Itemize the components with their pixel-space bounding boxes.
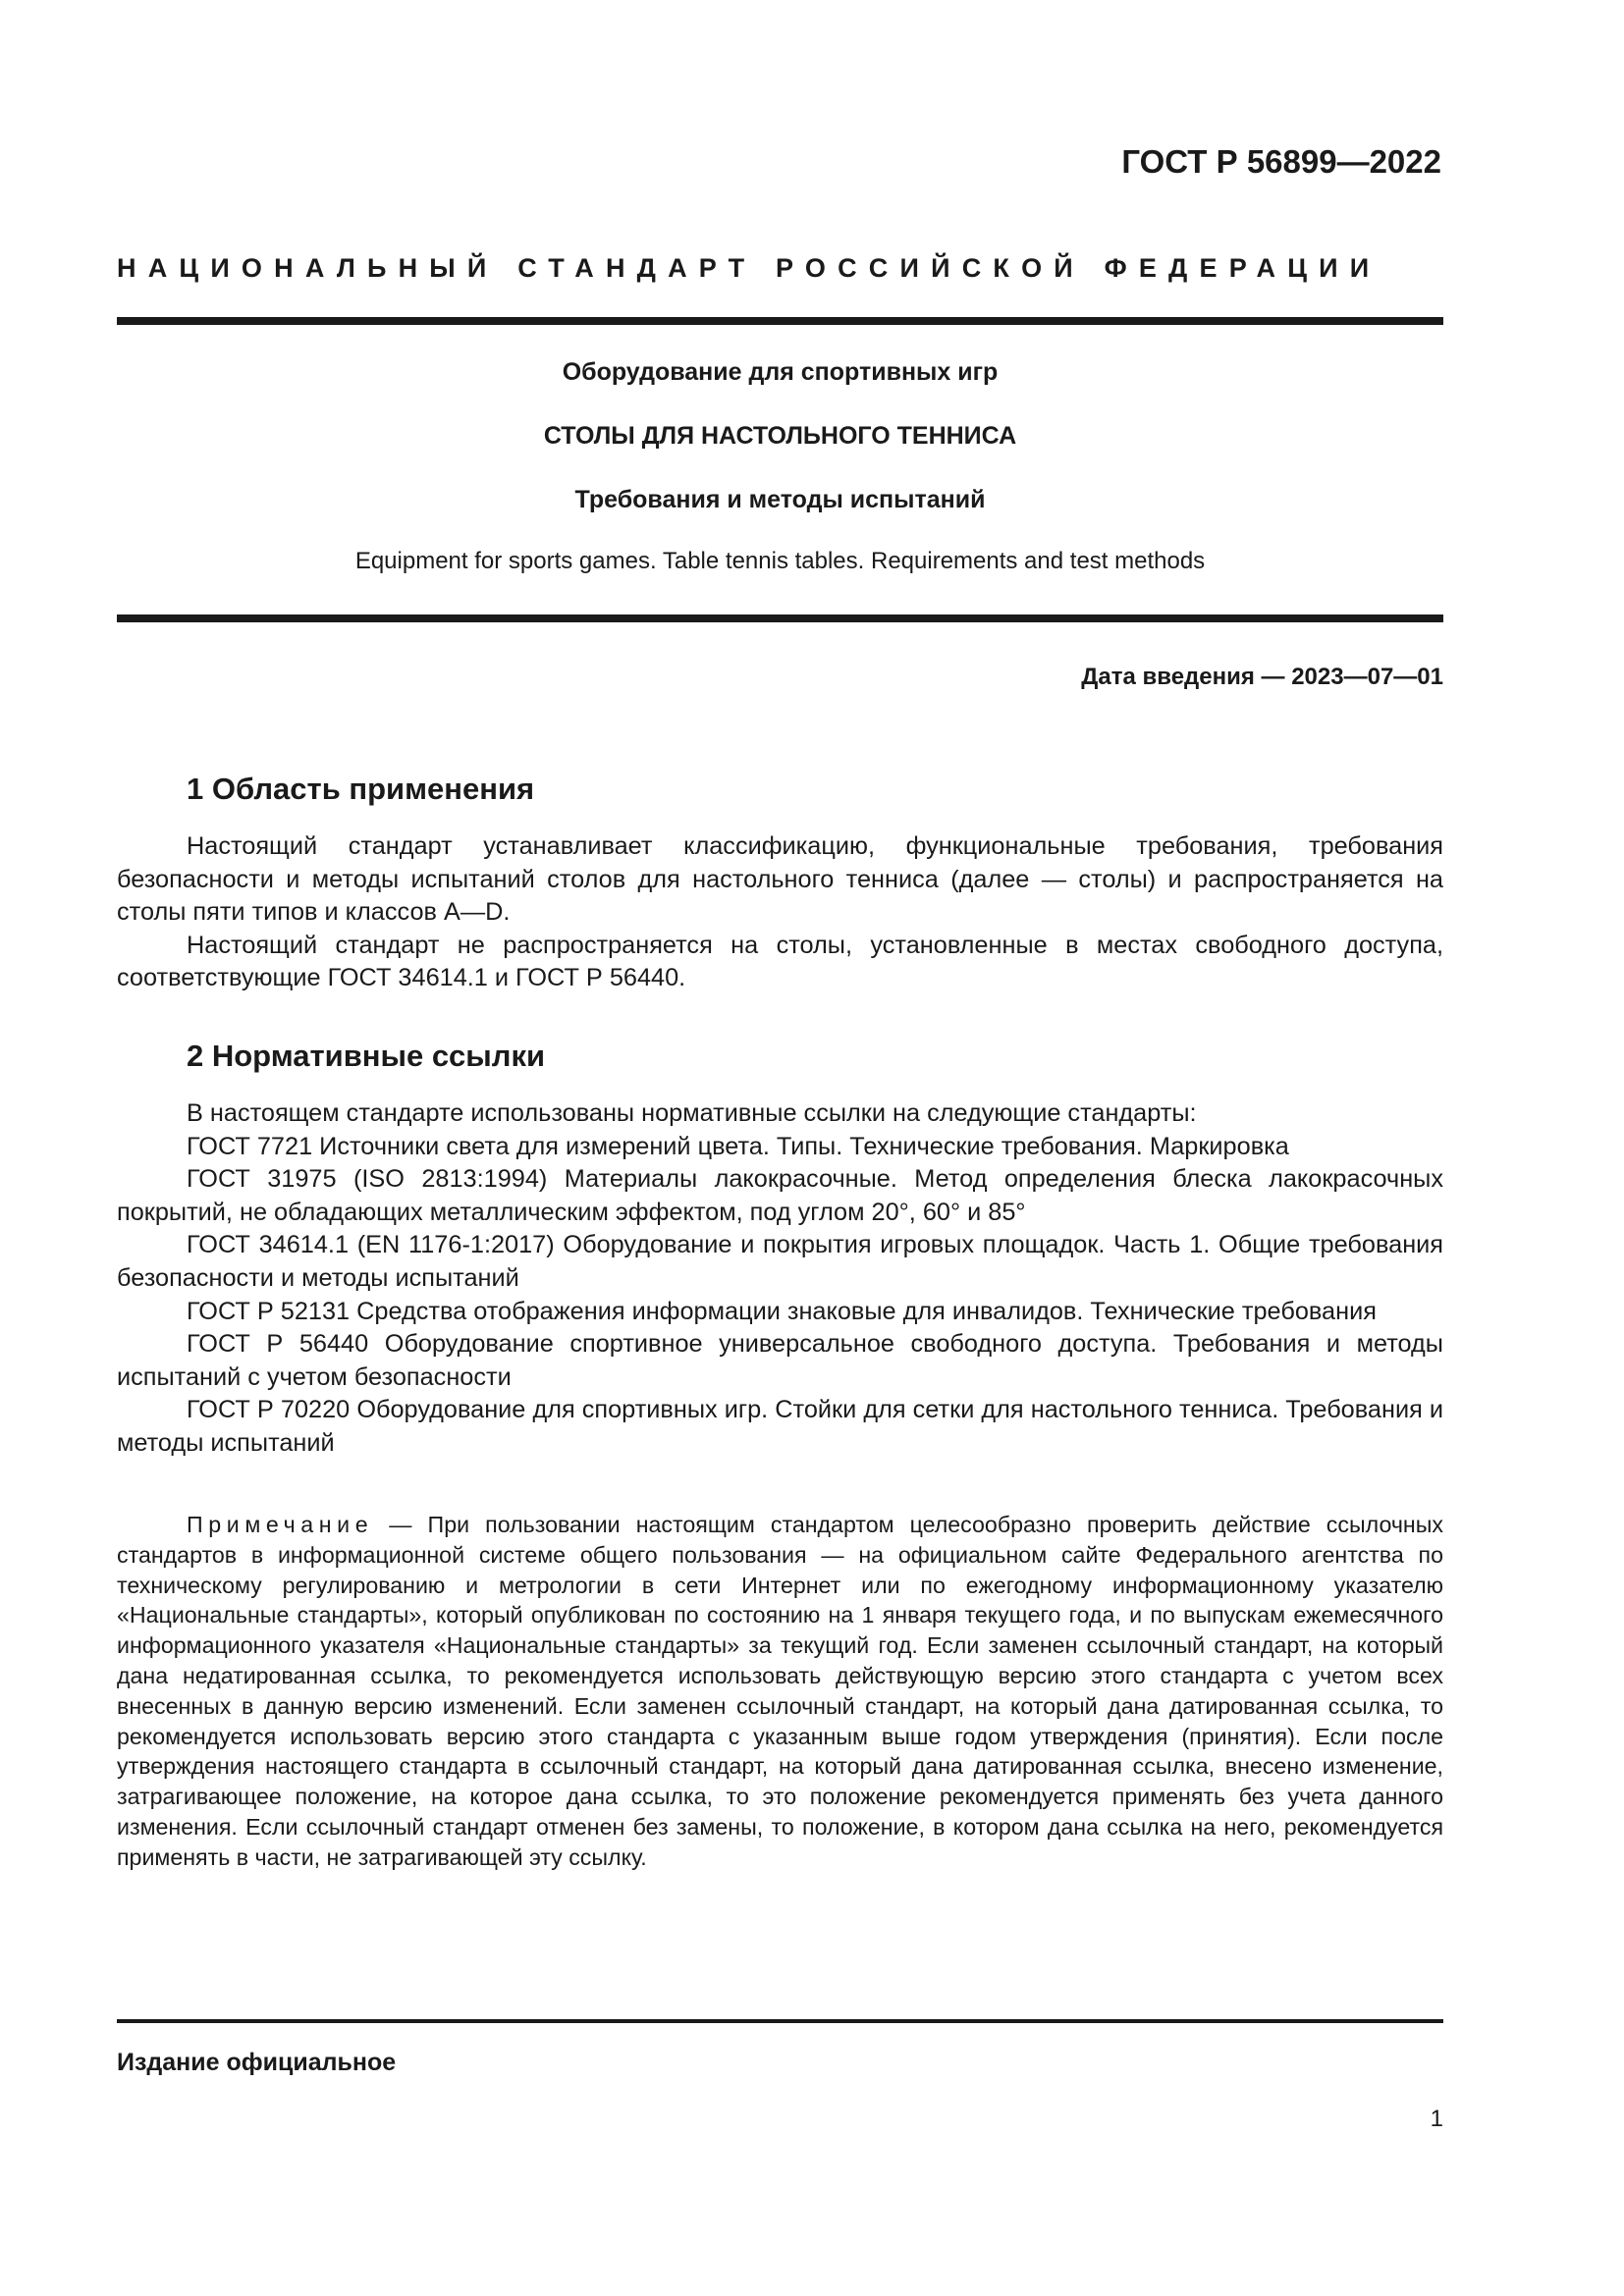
title-subtitle: Требования и методы испытаний (574, 486, 986, 513)
reference-item: ГОСТ 34614.1 (EN 1176-1:2017) Оборудование и покрытия игровых площадок. Часть 1. Общие требования безопасности и методы испытаний (117, 1231, 1443, 1292)
section-1-body (117, 830, 1443, 995)
reference-item: ГОСТ 31975 (ISO 2813:1994) Материалы лакокрасочные. Метод определения блеска лакокрасочных покрытий, не обладающих металлическим эффектом, под углом 20°, 60° и 85° (117, 1165, 1443, 1226)
section-1-heading: 1 Область применения (187, 772, 535, 806)
section-2-heading: 2 Нормативные ссылки (187, 1039, 546, 1073)
standard-code: ГОСТ Р 56899—2022 (1121, 143, 1441, 180)
title-divider (117, 614, 1443, 622)
official-edition-label: Издание официальное (117, 2049, 397, 2076)
reference-note (117, 1510, 1443, 1873)
note-label: Примечание (187, 1512, 374, 1537)
title-english: Equipment for sports games. Table tennis tables. Requirements and test methods (354, 548, 1206, 574)
paragraph: В настоящем стандарте использованы нормативные ссылки на следующие стандарты: (187, 1099, 1197, 1127)
reference-item: ГОСТ Р 52131 Средства отображения информации знаковые для инвалидов. Технические требования (187, 1297, 1377, 1325)
footer-divider (117, 2019, 1443, 2023)
page-number: 1 (1430, 2106, 1443, 2132)
title-main: СТОЛЫ ДЛЯ НАСТОЛЬНОГО ТЕННИСА (543, 422, 1017, 450)
reference-item: ГОСТ Р 56440 Оборудование спортивное универсальное свободного доступа. Требования и методы испытаний с учетом безопасности (117, 1330, 1443, 1391)
note-text: — При пользовании настоящим стандартом целесообразно проверить действие ссылочных стандартов в информационной системе общего пользования — на официальном сайте Федерального агентства по техническому регулированию и метрологии в сети Интернет или по ежегодному информационному указателю «Национальные стандарты», который опубликован по состоянию на 1 января текущего года, и по выпускам ежемесячного информационного указателя «Национальные стандарты» за текущий год. Если заменен ссылочный стандарт, на который дана недатированная ссылка, то рекомендуется использовать действующую версию этого стандарта с учетом всех внесенных в данную версию изменений. Если заменен ссылочный стандарт, на который дана датированная ссылка, то рекомендуется использовать версию этого стандарта с указанным выше годом утверждения (принятия). Если после утверждения настоящего стандарта в ссылочный стандарт, на который дана датированная ссылка, внесено изменение, затрагивающее положение, на которое дана ссылка, то это положение рекомендуется применять без учета данного изменения. Если ссылочный стандарт отменен без замены, то положение, в котором дана ссылка на него, рекомендуется применять в части, не затрагивающей эту ссылку. (117, 1512, 1443, 1870)
section-2-body (117, 1097, 1443, 1461)
paragraph: Настоящий стандарт не распространяется на столы, установленные в местах свободного доступа, соответствующие ГОСТ 34614.1 и ГОСТ Р 56440. (117, 931, 1443, 992)
national-standard-banner: НАЦИОНАЛЬНЫЙ СТАНДАРТ РОССИЙСКОЙ ФЕДЕРАЦИИ (117, 253, 1381, 283)
introduction-date: Дата введения — 2023—07—01 (1081, 664, 1443, 690)
paragraph: Настоящий стандарт устанавливает классификацию, функциональные требования, требования безопасности и методы испытаний столов для настольного тенниса (далее — столы) и распространяется на столы пяти типов и классов A—D. (117, 832, 1443, 927)
reference-item: ГОСТ 7721 Источники света для измерений цвета. Типы. Технические требования. Маркировка (187, 1132, 1289, 1160)
top-divider (117, 317, 1443, 325)
reference-item: ГОСТ Р 70220 Оборудование для спортивных игр. Стойки для сетки для настольного тенниса. Требования и методы испытаний (117, 1396, 1443, 1457)
title-group: Оборудование для спортивных игр (562, 358, 999, 386)
